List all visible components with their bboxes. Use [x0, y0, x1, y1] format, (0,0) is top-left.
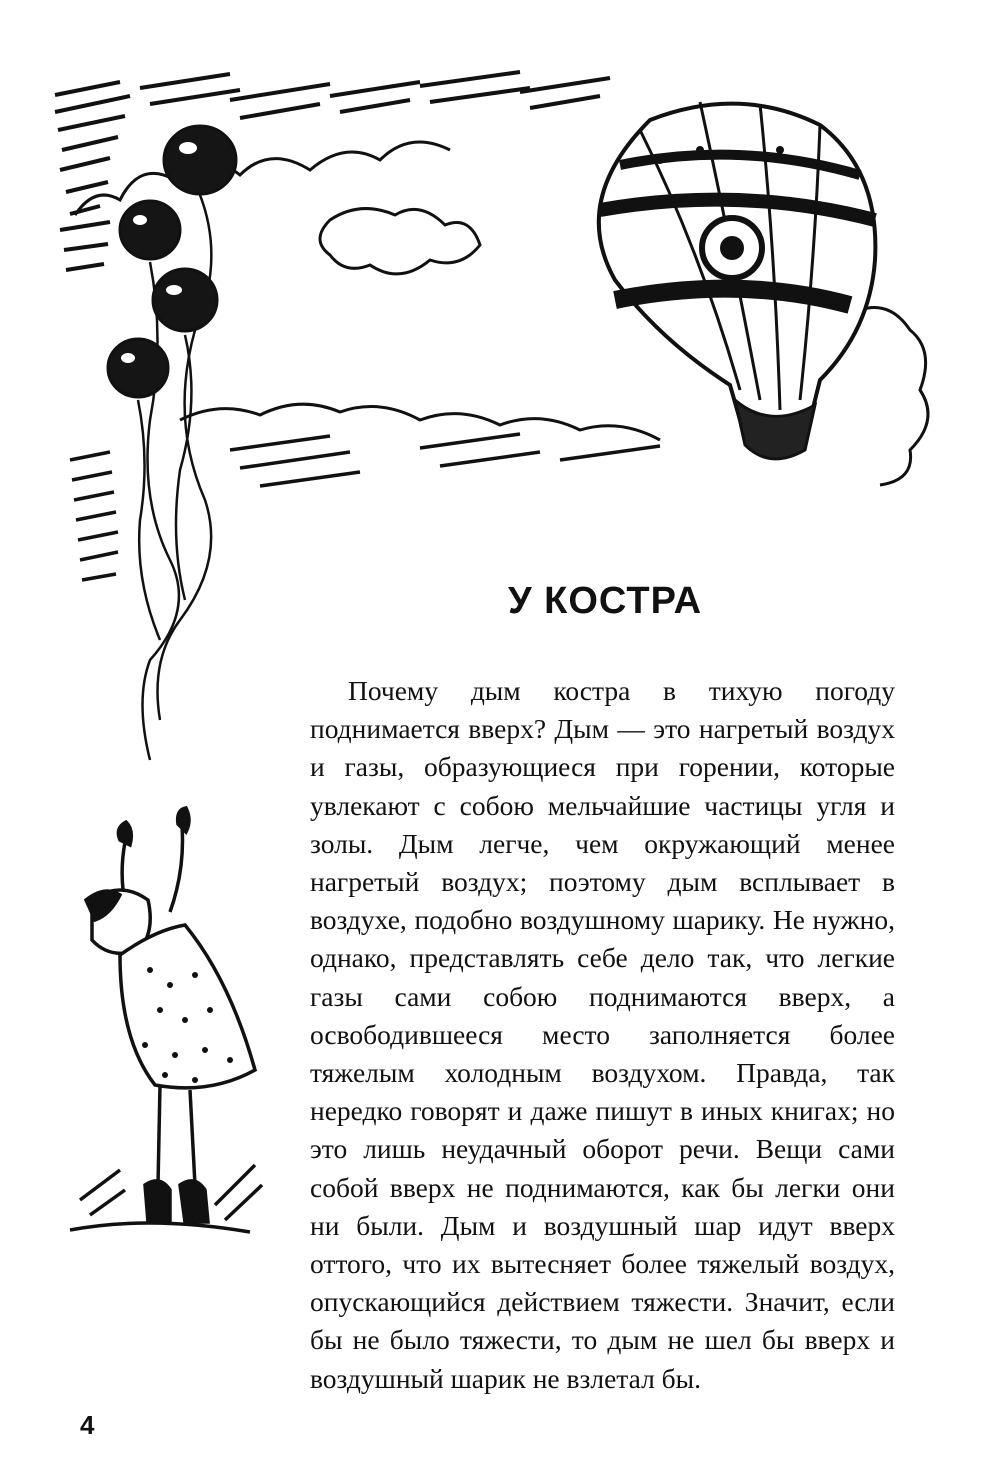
page-number: 4: [80, 1410, 95, 1440]
girl-figure: [70, 808, 262, 1232]
toy-balloons: [108, 126, 236, 760]
article-title: У КОСТРА: [507, 580, 703, 622]
sky-hatching-lower: [70, 434, 660, 580]
article-body: Почему дым костра в тихую погоду поднимается вверх? Дым — это нагретый воздух и газы, образующиеся при горении, которые увлекают с собою мельчайшие частицы угля и золы. Дым легче, чем окружающий менее нагретый воздух; поэтому дым всплывает в воздухе, подобно воздушному шарику. Не нужно, однако, представлять себе дело так, что легкие газы сами собою поднимаются вверх, а освободившееся место заполняется более тяжелым холодным воздухом. Правда, так нередко говорят и даже пишут в иных книгах; но это лишь неудачный оборот речи. Вещи сами собой вверх не поднимаются, как бы легки они ни были. Дым и воздушный шар идут вверх оттого, что их вытесняет более тяжелый воздух, опускающийся действием тяжести. Значит, если бы не было тяжести, то дым не шел бы вверх и воздушный шарик не взлетал бы.: [310, 675, 895, 1394]
hot-air-balloon: [599, 102, 876, 459]
